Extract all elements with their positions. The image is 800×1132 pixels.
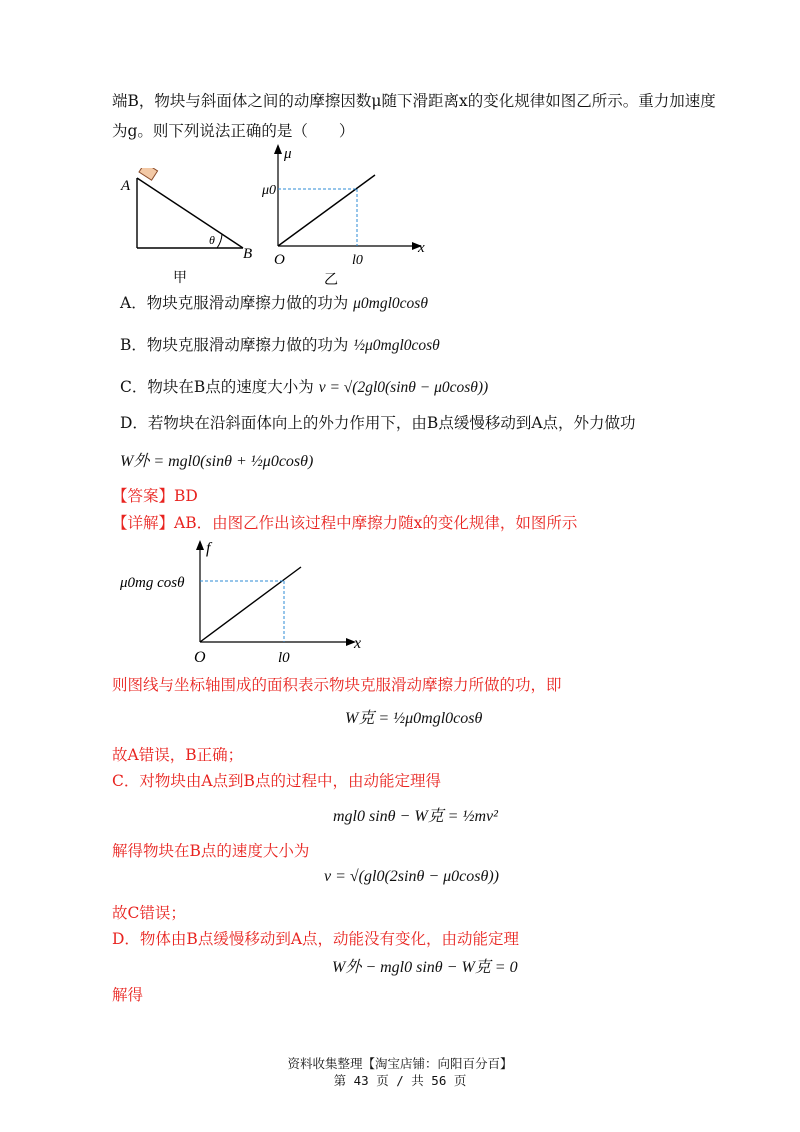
analysis-line1-text: AB．由图乙作出该过程中摩擦力随x的变化规律，如图所示 bbox=[174, 514, 578, 532]
analysis-line2: 则图线与坐标轴围成的面积表示物块克服滑动摩擦力所做的功，即 bbox=[112, 676, 562, 694]
analysis-line8: 解得 bbox=[112, 986, 144, 1004]
axis-f: f bbox=[206, 540, 211, 557]
mark-l0: l0 bbox=[352, 253, 363, 268]
label-A: A bbox=[121, 178, 131, 194]
analysis-line7: D．物体由B点缓慢移动到A点，动能没有变化，由动能定理 bbox=[112, 930, 520, 948]
analysis-line1 bbox=[112, 512, 577, 534]
axis-x: x bbox=[418, 240, 425, 256]
option-D: D．若物块在沿斜面体向上的外力作用下，由B点缓慢移动到A点，外力做功 bbox=[120, 414, 636, 432]
question-stem-line1: 端B，物块与斜面体之间的动摩擦因数μ随下滑距离x的变化规律如图乙所示。重力加速度 bbox=[112, 92, 716, 110]
option-B-formula: ½μ0mgl0cosθ bbox=[353, 337, 440, 354]
origin-O: O bbox=[274, 252, 285, 268]
figure-f-x-graph bbox=[120, 535, 370, 670]
analysis-line6: 故C错误； bbox=[112, 904, 186, 922]
footer-page-number: 第 43 页 / 共 56 页 bbox=[333, 1073, 467, 1088]
footer-source: 资料收集整理【淘宝店铺：向阳百分百】 bbox=[287, 1056, 513, 1071]
origin-O-2: O bbox=[194, 649, 206, 666]
option-C-formula: v = √(2gl0(sinθ − μ0cosθ)) bbox=[318, 379, 489, 396]
axis-mu: μ bbox=[284, 146, 292, 162]
mark-l0-2: l0 bbox=[278, 650, 290, 666]
caption-jia: 甲 bbox=[173, 271, 187, 286]
option-D-formula: W外 = mgl0(sinθ + ½μ0cosθ) bbox=[120, 453, 314, 470]
formula-energy-theorem: mgl0 sinθ − W克 = ½mv² bbox=[333, 808, 498, 825]
figure-yi-mu-x-graph bbox=[258, 140, 428, 290]
mark-mu0: μ0 bbox=[262, 183, 277, 198]
analysis-line5: 解得物块在B点的速度大小为 bbox=[112, 842, 310, 860]
option-B bbox=[120, 334, 440, 357]
axis-x-2: x bbox=[354, 635, 362, 652]
answer-value: BD bbox=[174, 487, 198, 505]
caption-yi: 乙 bbox=[324, 273, 338, 288]
option-A-text: A．物块克服滑动摩擦力做的功为 bbox=[120, 294, 349, 312]
label-theta: θ bbox=[209, 233, 215, 247]
option-A bbox=[120, 292, 428, 315]
question-stem-line2: 为g。则下列说法正确的是（ ） bbox=[112, 122, 355, 140]
figure-jia-incline bbox=[115, 168, 265, 288]
answer-label: 【答案】 bbox=[112, 487, 175, 505]
option-C-text: C．物块在B点的速度大小为 bbox=[120, 378, 314, 396]
mark-mu0mgcos: μ0mg cosθ bbox=[120, 575, 185, 591]
analysis-label: 【详解】 bbox=[112, 514, 175, 532]
analysis-line3: 故A错误，B正确； bbox=[112, 746, 244, 764]
answer bbox=[112, 485, 198, 507]
label-B: B bbox=[243, 246, 253, 262]
option-A-formula: μ0mgl0cosθ bbox=[353, 295, 428, 312]
formula-velocity-B: v = √(gl0(2sinθ − μ0cosθ)) bbox=[324, 868, 499, 885]
option-B-text: B．物块克服滑动摩擦力做的功为 bbox=[120, 336, 349, 354]
formula-work-friction: W克 = ½μ0mgl0cosθ bbox=[345, 710, 483, 727]
formula-external-work: W外 − mgl0 sinθ − W克 = 0 bbox=[332, 959, 518, 976]
analysis-line4: C．对物块由A点到B点的过程中，由动能定理得 bbox=[112, 772, 441, 790]
option-C bbox=[120, 376, 488, 399]
